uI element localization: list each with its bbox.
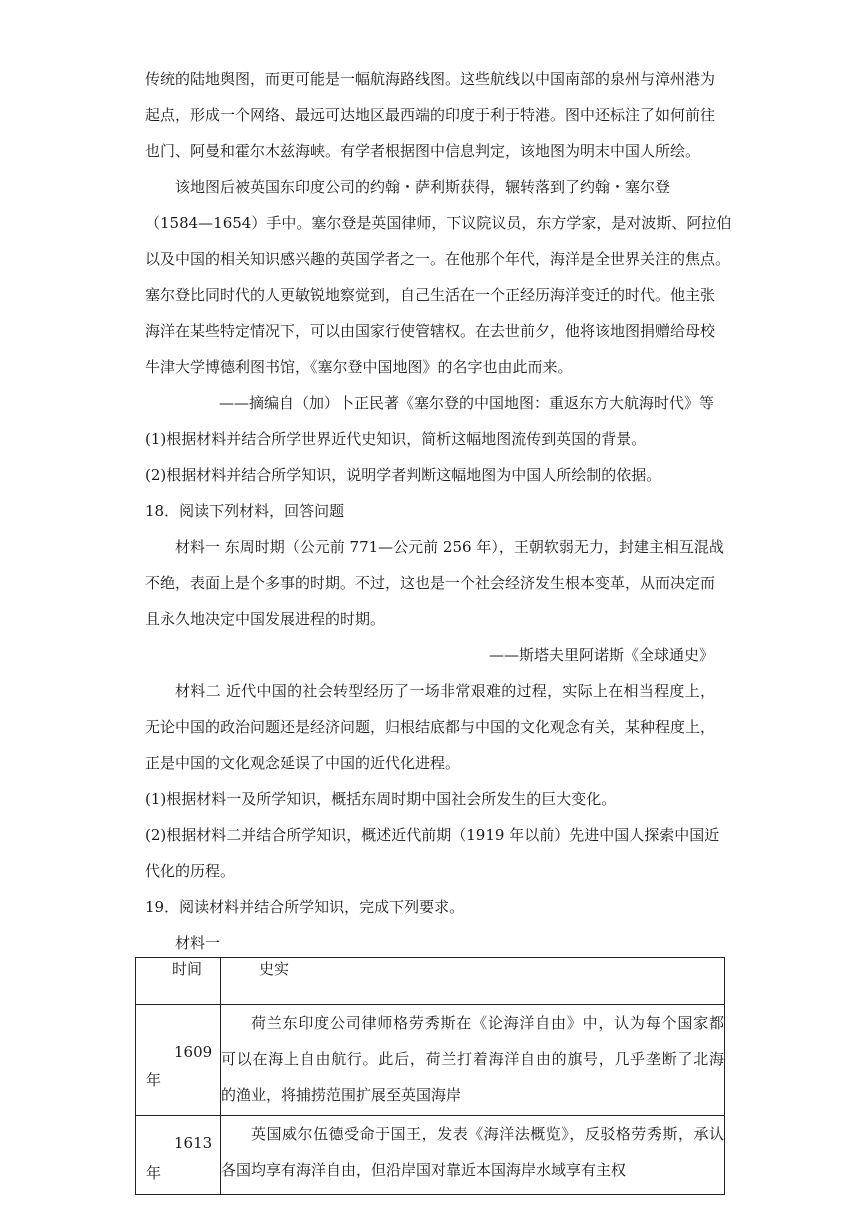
table-header-time: [136, 958, 221, 1005]
paragraph-line: 海洋在某些特定情况下，可以由国家行使管辖权。在去世前夕，他将该地图捐赠给母校: [145, 322, 716, 340]
question-line: (1)根据材料一及所学知识，概括东周时期中国社会所发生的巨大变化。: [145, 790, 617, 808]
header-label: 时间: [172, 960, 203, 978]
table-cell-time: [136, 1116, 221, 1195]
paragraph-line: 也门、阿曼和霍尔木兹海峡。有学者根据图中信息判定，该地图为明末中国人所绘。: [145, 142, 701, 160]
paragraph-line: 材料二 近代中国的社会转型经历了一场非常艰难的过程，实际上在相当程度上，: [175, 682, 715, 700]
fact-line: 的渔业，将捕捞范围扩展至英国海岸: [221, 1086, 462, 1104]
history-facts-table: [135, 957, 725, 1195]
paragraph-line: 起点，形成一个网络、最远可达地区最西端的印度于利于特港。图中还标注了如何前往: [145, 106, 716, 124]
paragraph-line: 以及中国的相关知识感兴趣的英国学者之一。在他那个年代，海洋是全世界关注的焦点。: [145, 250, 731, 268]
paragraph-line: 传统的陆地舆图，而更可能是一幅航海路线图。这些航线以中国南部的泉州与漳州港为: [145, 70, 716, 88]
fact-line: 荷兰东印度公司律师格劳秀斯在《论海洋自由》中，认为每个国家都: [251, 1014, 724, 1032]
question-line: (1)根据材料并结合所学世界近代史知识，简析这幅地图流传到英国的背景。: [145, 430, 647, 448]
year-unit: 年: [146, 1164, 162, 1182]
question-line: (2)根据材料二并结合所学知识，概述近代前期（1919 年以前）先进中国人探索中国近: [145, 826, 720, 844]
question-line: (2)根据材料并结合所学知识，说明学者判断这幅地图为中国人所绘制的依据。: [145, 466, 662, 484]
table-row: [136, 1005, 725, 1116]
table-header-facts: [221, 958, 725, 1005]
year-value: 1609: [174, 1043, 213, 1061]
table-cell-fact: [221, 1005, 725, 1116]
fact-line: 可以在海上自由航行。此后，荷兰打着海洋自由的旗号，几乎垄断了北海: [221, 1050, 724, 1068]
material-label: 材料一: [175, 934, 221, 952]
paragraph-line: 正是中国的文化观念延误了中国的近代化进程。: [145, 754, 461, 772]
table-cell-time: [136, 1005, 221, 1116]
fact-line: 英国威尔伍德受命于国王，发表《海洋法概览》，反驳格劳秀斯，承认: [251, 1125, 724, 1143]
paragraph-line: 该地图后被英国东印度公司的约翰・萨利斯获得，辗转落到了约翰・塞尔登: [175, 178, 671, 196]
paragraph-line: （1584—1654）手中。塞尔登是英国律师，下议院议员，东方学家，是对波斯、阿拉伯: [145, 214, 732, 232]
table-row: [136, 1116, 725, 1195]
year-unit: 年: [146, 1071, 162, 1089]
question-line: 代化的历程。: [145, 862, 236, 880]
source-citation: ——摘编自（加）卜正民著《塞尔登的中国地图：重返东方大航海时代》等: [218, 394, 714, 412]
paragraph-line: 牛津大学博德利图书馆，《塞尔登中国地图》的名字也由此而来。: [145, 358, 573, 376]
question-heading: 19．阅读材料并结合所学知识，完成下列要求。: [145, 898, 465, 916]
paragraph-line: 塞尔登比同时代的人更敏锐地察觉到，自己生活在一个正经历海洋变迁的时代。他主张: [145, 286, 716, 304]
fact-line: 各国均享有海洋自由，但沿岸国对靠近本国海岸水域享有主权: [221, 1161, 627, 1179]
paragraph-line: 无论中国的政治问题还是经济问题，归根结底都与中国的文化观念有关，某种程度上，: [145, 718, 716, 736]
source-citation: ——斯塔夫里阿诺斯《全球通史》: [488, 646, 714, 664]
table-header-row: [136, 958, 725, 1005]
year-value: 1613: [174, 1134, 213, 1152]
paragraph-line: 材料一 东周时期（公元前 771—公元前 256 年），王朝软弱无力，封建主相互混战: [175, 538, 724, 556]
paragraph-line: 且永久地决定中国发展进程的时期。: [145, 610, 386, 628]
question-heading: 18．阅读下列材料，回答问题: [145, 502, 345, 520]
header-label: 史实: [259, 960, 290, 978]
table-cell-fact: [221, 1116, 725, 1195]
paragraph-line: 不绝，表面上是个多事的时期。不过，这也是一个社会经济发生根本变革，从而决定而: [145, 574, 716, 592]
